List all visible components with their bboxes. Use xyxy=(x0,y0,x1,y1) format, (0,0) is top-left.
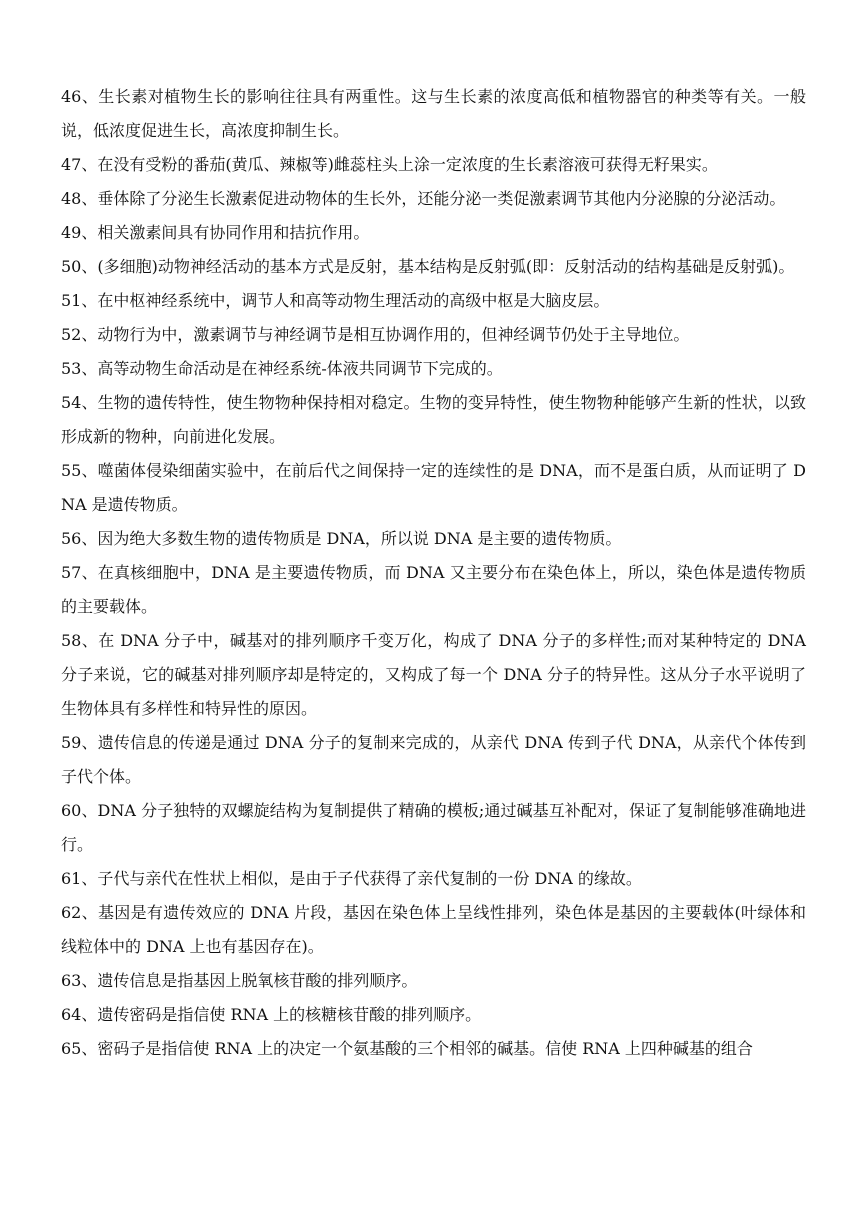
paragraph-65: 65、密码子是指信使 RNA 上的决定一个氨基酸的三个相邻的碱基。信使 RNA 上四种碱基的组合 xyxy=(61,1039,753,1058)
paragraph-59: 59、遗传信息的传递是通过 DNA 分子的复制来完成的，从亲代 DNA 传到子代 DNA，从亲代个体传到子代个体。 xyxy=(61,733,806,786)
paragraph-56: 56、因为绝大多数生物的遗传物质是 DNA，所以说 DNA 是主要的遗传物质。 xyxy=(61,529,622,548)
paragraph-60: 60、DNA 分子独特的双螺旋结构为复制提供了精确的模板;通过碱基互补配对，保证了复制能够准确地进行。 xyxy=(61,801,806,854)
paragraph-61: 61、子代与亲代在性状上相似，是由于子代获得了亲代复制的一份 DNA 的缘故。 xyxy=(61,869,642,888)
paragraph-51: 51、在中枢神经系统中，调节人和高等动物生理活动的高级中枢是大脑皮层。 xyxy=(61,291,610,310)
paragraph-53: 53、高等动物生命活动是在神经系统-体液共同调节下完成的。 xyxy=(61,359,503,378)
paragraph-50: 50、(多细胞)动物神经活动的基本方式是反射，基本结构是反射弧(即：反射活动的结构基础是反射弧)。 xyxy=(61,257,795,276)
paragraph-47: 47、在没有受粉的番茄(黄瓜、辣椒等)雌蕊柱头上涂一定浓度的生长素溶液可获得无籽果实。 xyxy=(61,155,718,174)
paragraph-55: 55、噬菌体侵染细菌实验中，在前后代之间保持一定的连续性的是 DNA，而不是蛋白质，从而证明了 DNA 是遗传物质。 xyxy=(61,461,806,514)
paragraph-63: 63、遗传信息是指基因上脱氧核苷酸的排列顺序。 xyxy=(61,971,418,990)
paragraph-54: 54、生物的遗传特性，使生物物种保持相对稳定。生物的变异特性，使生物物种能够产生新的性状，以致形成新的物种，向前进化发展。 xyxy=(61,393,806,446)
paragraph-46: 46、生长素对植物生长的影响往往具有两重性。这与生长素的浓度高低和植物器官的种类等有关。一般说，低浓度促进生长，高浓度抑制生长。 xyxy=(61,87,806,140)
paragraph-49: 49、相关激素间具有协同作用和拮抗作用。 xyxy=(61,223,370,242)
paragraph-48: 48、垂体除了分泌生长激素促进动物体的生长外，还能分泌一类促激素调节其他内分泌腺的分泌活动。 xyxy=(61,189,786,208)
paragraph-62: 62、基因是有遗传效应的 DNA 片段，基因在染色体上呈线性排列，染色体是基因的主要载体(叶绿体和线粒体中的 DNA 上也有基因存在)。 xyxy=(61,903,806,956)
paragraph-58: 58、在 DNA 分子中，碱基对的排列顺序千变万化，构成了 DNA 分子的多样性;而对某种特定的 DNA 分子来说，它的碱基对排列顺序却是特定的，又构成了每一个 DNA 分子的特异性。这从分子水平说明了生物体具有多样性和特异性的原因。 xyxy=(61,631,806,718)
paragraph-52: 52、动物行为中，激素调节与神经调节是相互协调作用的，但神经调节仍处于主导地位。 xyxy=(61,325,690,344)
paragraph-64: 64、遗传密码是指信使 RNA 上的核糖核苷酸的排列顺序。 xyxy=(61,1005,482,1024)
paragraph-57: 57、在真核细胞中，DNA 是主要遗传物质，而 DNA 又主要分布在染色体上，所以，染色体是遗传物质的主要载体。 xyxy=(61,563,806,616)
document-body xyxy=(61,80,806,1066)
